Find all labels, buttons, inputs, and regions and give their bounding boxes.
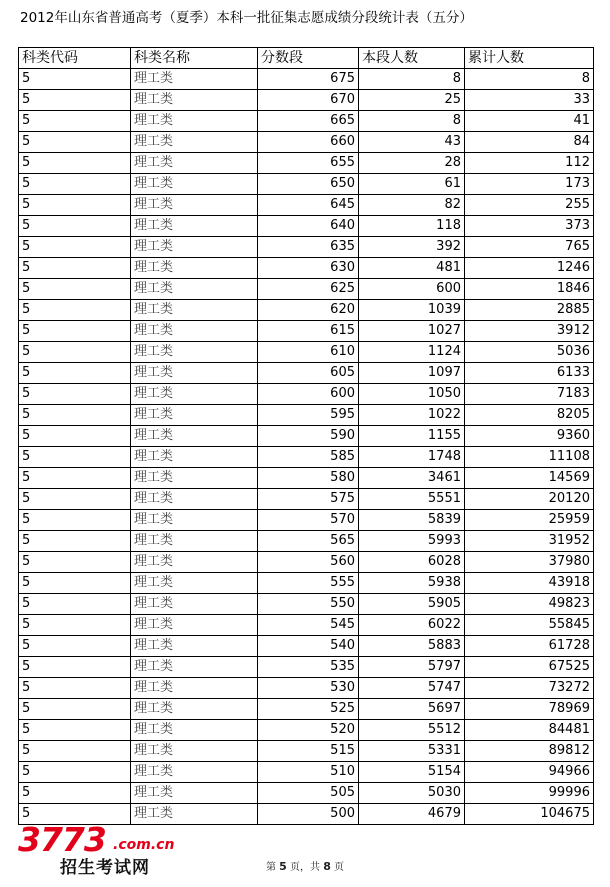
cell-cumulative-count: 31952 [465, 531, 594, 552]
cell-score-band: 590 [258, 426, 359, 447]
cell-cumulative-count: 8 [465, 69, 594, 90]
score-distribution-table [18, 47, 594, 825]
cell-cumulative-count: 99996 [465, 783, 594, 804]
cell-band-count: 8 [359, 111, 465, 132]
cell-score-band: 625 [258, 279, 359, 300]
cell-cumulative-count: 1846 [465, 279, 594, 300]
watermark-domain: .com.cn [113, 837, 175, 853]
cell-score-band: 545 [258, 615, 359, 636]
cell-score-band: 565 [258, 531, 359, 552]
cell-score-band: 630 [258, 258, 359, 279]
cell-cumulative-count: 104675 [465, 804, 594, 825]
cell-score-band: 605 [258, 363, 359, 384]
cell-cumulative-count: 2885 [465, 300, 594, 321]
cell-cumulative-count: 37980 [465, 552, 594, 573]
table-row [19, 69, 594, 90]
cell-subject-name: 理工类 [131, 363, 258, 384]
cell-score-band: 555 [258, 573, 359, 594]
table-row [19, 510, 594, 531]
cell-score-band: 640 [258, 216, 359, 237]
cell-score-band: 520 [258, 720, 359, 741]
cell-cumulative-count: 84 [465, 132, 594, 153]
table-row [19, 657, 594, 678]
cell-score-band: 505 [258, 783, 359, 804]
cell-cumulative-count: 5036 [465, 342, 594, 363]
cell-score-band: 595 [258, 405, 359, 426]
cell-band-count: 5905 [359, 594, 465, 615]
cell-cumulative-count: 112 [465, 153, 594, 174]
cell-cumulative-count: 67525 [465, 657, 594, 678]
cell-score-band: 645 [258, 195, 359, 216]
cell-subject-name: 理工类 [131, 69, 258, 90]
cell-cumulative-count: 1246 [465, 258, 594, 279]
cell-subject-code: 5 [19, 657, 131, 678]
cell-subject-name: 理工类 [131, 804, 258, 825]
cell-subject-code: 5 [19, 552, 131, 573]
cell-subject-name: 理工类 [131, 342, 258, 363]
cell-subject-name: 理工类 [131, 468, 258, 489]
cell-subject-name: 理工类 [131, 321, 258, 342]
cell-band-count: 28 [359, 153, 465, 174]
cell-subject-name: 理工类 [131, 510, 258, 531]
cell-band-count: 5512 [359, 720, 465, 741]
cell-subject-code: 5 [19, 615, 131, 636]
cell-band-count: 1027 [359, 321, 465, 342]
cell-band-count: 1748 [359, 447, 465, 468]
cell-band-count: 5938 [359, 573, 465, 594]
cell-subject-name: 理工类 [131, 636, 258, 657]
table-row [19, 342, 594, 363]
cell-subject-name: 理工类 [131, 90, 258, 111]
table-row [19, 468, 594, 489]
table-row [19, 447, 594, 468]
cell-subject-name: 理工类 [131, 741, 258, 762]
cell-subject-code: 5 [19, 279, 131, 300]
cell-cumulative-count: 6133 [465, 363, 594, 384]
cell-band-count: 5747 [359, 678, 465, 699]
cell-cumulative-count: 20120 [465, 489, 594, 510]
cell-cumulative-count: 9360 [465, 426, 594, 447]
header-subject-code: 科类代码 [19, 48, 131, 69]
cell-subject-name: 理工类 [131, 615, 258, 636]
cell-subject-name: 理工类 [131, 279, 258, 300]
cell-score-band: 615 [258, 321, 359, 342]
cell-subject-code: 5 [19, 783, 131, 804]
table-row [19, 531, 594, 552]
cell-subject-name: 理工类 [131, 174, 258, 195]
cell-subject-code: 5 [19, 132, 131, 153]
cell-subject-name: 理工类 [131, 153, 258, 174]
table-row [19, 195, 594, 216]
cell-subject-code: 5 [19, 174, 131, 195]
cell-cumulative-count: 94966 [465, 762, 594, 783]
cell-score-band: 600 [258, 384, 359, 405]
cell-subject-name: 理工类 [131, 657, 258, 678]
cell-subject-code: 5 [19, 720, 131, 741]
cell-subject-code: 5 [19, 573, 131, 594]
cell-band-count: 5154 [359, 762, 465, 783]
cell-band-count: 25 [359, 90, 465, 111]
cell-subject-name: 理工类 [131, 573, 258, 594]
cell-subject-code: 5 [19, 258, 131, 279]
cell-band-count: 5797 [359, 657, 465, 678]
cell-cumulative-count: 255 [465, 195, 594, 216]
cell-subject-name: 理工类 [131, 594, 258, 615]
cell-score-band: 540 [258, 636, 359, 657]
table-row [19, 384, 594, 405]
cell-subject-code: 5 [19, 594, 131, 615]
cell-cumulative-count: 14569 [465, 468, 594, 489]
cell-score-band: 665 [258, 111, 359, 132]
cell-cumulative-count: 61728 [465, 636, 594, 657]
table-row [19, 678, 594, 699]
cell-band-count: 6022 [359, 615, 465, 636]
footer-total-pages: 8 [323, 860, 331, 873]
table-row [19, 720, 594, 741]
cell-subject-code: 5 [19, 384, 131, 405]
cell-subject-name: 理工类 [131, 405, 258, 426]
cell-cumulative-count: 33 [465, 90, 594, 111]
cell-band-count: 5993 [359, 531, 465, 552]
cell-subject-name: 理工类 [131, 216, 258, 237]
table-row [19, 615, 594, 636]
table-row [19, 111, 594, 132]
cell-band-count: 5331 [359, 741, 465, 762]
cell-subject-name: 理工类 [131, 237, 258, 258]
table-row [19, 762, 594, 783]
cell-cumulative-count: 41 [465, 111, 594, 132]
watermark-tagline: 招生考试网 [60, 858, 150, 878]
table-row [19, 783, 594, 804]
cell-cumulative-count: 78969 [465, 699, 594, 720]
cell-cumulative-count: 55845 [465, 615, 594, 636]
cell-subject-code: 5 [19, 405, 131, 426]
cell-score-band: 530 [258, 678, 359, 699]
cell-band-count: 5030 [359, 783, 465, 804]
header-subject-name: 科类名称 [131, 48, 258, 69]
cell-score-band: 610 [258, 342, 359, 363]
table-row [19, 489, 594, 510]
cell-band-count: 1022 [359, 405, 465, 426]
cell-subject-code: 5 [19, 90, 131, 111]
cell-subject-code: 5 [19, 237, 131, 258]
cell-band-count: 61 [359, 174, 465, 195]
cell-subject-name: 理工类 [131, 699, 258, 720]
cell-band-count: 8 [359, 69, 465, 90]
cell-score-band: 535 [258, 657, 359, 678]
cell-score-band: 670 [258, 90, 359, 111]
cell-band-count: 1155 [359, 426, 465, 447]
cell-score-band: 660 [258, 132, 359, 153]
cell-subject-code: 5 [19, 531, 131, 552]
cell-band-count: 43 [359, 132, 465, 153]
cell-subject-code: 5 [19, 363, 131, 384]
footer-middle: 页，共 [290, 862, 320, 873]
cell-subject-code: 5 [19, 447, 131, 468]
cell-score-band: 500 [258, 804, 359, 825]
table-row [19, 279, 594, 300]
table-row [19, 258, 594, 279]
cell-score-band: 575 [258, 489, 359, 510]
cell-subject-code: 5 [19, 636, 131, 657]
cell-score-band: 655 [258, 153, 359, 174]
cell-subject-name: 理工类 [131, 552, 258, 573]
cell-subject-name: 理工类 [131, 531, 258, 552]
table-row [19, 132, 594, 153]
table-row [19, 405, 594, 426]
cell-band-count: 4679 [359, 804, 465, 825]
cell-subject-name: 理工类 [131, 384, 258, 405]
table-row [19, 216, 594, 237]
table-row [19, 363, 594, 384]
cell-cumulative-count: 43918 [465, 573, 594, 594]
cell-band-count: 5551 [359, 489, 465, 510]
cell-cumulative-count: 765 [465, 237, 594, 258]
table-row [19, 552, 594, 573]
header-band-count: 本段人数 [359, 48, 465, 69]
cell-subject-name: 理工类 [131, 489, 258, 510]
cell-subject-code: 5 [19, 216, 131, 237]
cell-subject-code: 5 [19, 69, 131, 90]
cell-subject-code: 5 [19, 195, 131, 216]
cell-band-count: 5883 [359, 636, 465, 657]
cell-band-count: 481 [359, 258, 465, 279]
cell-score-band: 675 [258, 69, 359, 90]
cell-cumulative-count: 11108 [465, 447, 594, 468]
table-row [19, 174, 594, 195]
cell-band-count: 1097 [359, 363, 465, 384]
table-row [19, 636, 594, 657]
cell-subject-code: 5 [19, 426, 131, 447]
cell-band-count: 1124 [359, 342, 465, 363]
cell-subject-name: 理工类 [131, 111, 258, 132]
table-row [19, 321, 594, 342]
cell-subject-code: 5 [19, 321, 131, 342]
cell-subject-name: 理工类 [131, 300, 258, 321]
cell-score-band: 585 [258, 447, 359, 468]
cell-band-count: 6028 [359, 552, 465, 573]
cell-cumulative-count: 7183 [465, 384, 594, 405]
cell-score-band: 650 [258, 174, 359, 195]
cell-score-band: 525 [258, 699, 359, 720]
cell-subject-code: 5 [19, 111, 131, 132]
cell-subject-name: 理工类 [131, 783, 258, 804]
cell-score-band: 510 [258, 762, 359, 783]
cell-band-count: 600 [359, 279, 465, 300]
cell-band-count: 5839 [359, 510, 465, 531]
cell-band-count: 82 [359, 195, 465, 216]
table-row [19, 594, 594, 615]
cell-band-count: 1039 [359, 300, 465, 321]
table-row [19, 153, 594, 174]
cell-score-band: 550 [258, 594, 359, 615]
cell-subject-name: 理工类 [131, 195, 258, 216]
cell-band-count: 5697 [359, 699, 465, 720]
cell-cumulative-count: 173 [465, 174, 594, 195]
cell-score-band: 560 [258, 552, 359, 573]
table-header-row [19, 48, 594, 69]
cell-cumulative-count: 73272 [465, 678, 594, 699]
cell-subject-code: 5 [19, 489, 131, 510]
table-row [19, 699, 594, 720]
cell-subject-code: 5 [19, 804, 131, 825]
cell-score-band: 635 [258, 237, 359, 258]
cell-subject-name: 理工类 [131, 678, 258, 699]
cell-band-count: 3461 [359, 468, 465, 489]
cell-band-count: 1050 [359, 384, 465, 405]
cell-score-band: 515 [258, 741, 359, 762]
cell-score-band: 570 [258, 510, 359, 531]
cell-cumulative-count: 25959 [465, 510, 594, 531]
cell-subject-code: 5 [19, 741, 131, 762]
cell-cumulative-count: 8205 [465, 405, 594, 426]
cell-subject-code: 5 [19, 762, 131, 783]
cell-cumulative-count: 49823 [465, 594, 594, 615]
cell-subject-code: 5 [19, 300, 131, 321]
table-row [19, 426, 594, 447]
cell-subject-code: 5 [19, 342, 131, 363]
cell-score-band: 620 [258, 300, 359, 321]
table-row [19, 237, 594, 258]
cell-subject-name: 理工类 [131, 720, 258, 741]
page-footer [0, 858, 610, 873]
cell-subject-name: 理工类 [131, 447, 258, 468]
table-row [19, 90, 594, 111]
header-cumulative-count: 累计人数 [465, 48, 594, 69]
footer-suffix: 页 [334, 862, 345, 873]
footer-page-number: 5 [279, 860, 287, 873]
table-row [19, 573, 594, 594]
cell-cumulative-count: 84481 [465, 720, 594, 741]
watermark-brand: 3773 [18, 820, 106, 859]
cell-band-count: 118 [359, 216, 465, 237]
cell-subject-name: 理工类 [131, 762, 258, 783]
cell-subject-name: 理工类 [131, 426, 258, 447]
cell-subject-code: 5 [19, 468, 131, 489]
cell-cumulative-count: 373 [465, 216, 594, 237]
cell-cumulative-count: 3912 [465, 321, 594, 342]
footer-prefix: 第 [265, 862, 276, 873]
table-row [19, 300, 594, 321]
cell-subject-code: 5 [19, 153, 131, 174]
cell-subject-name: 理工类 [131, 132, 258, 153]
cell-subject-code: 5 [19, 699, 131, 720]
cell-cumulative-count: 89812 [465, 741, 594, 762]
cell-band-count: 392 [359, 237, 465, 258]
page-title: 2012年山东省普通高考（夏季）本科一批征集志愿成绩分段统计表（五分） [20, 10, 473, 26]
table-body [19, 69, 594, 825]
cell-subject-code: 5 [19, 678, 131, 699]
header-score-band: 分数段 [258, 48, 359, 69]
cell-subject-code: 5 [19, 510, 131, 531]
table-row [19, 741, 594, 762]
cell-score-band: 580 [258, 468, 359, 489]
cell-subject-name: 理工类 [131, 258, 258, 279]
